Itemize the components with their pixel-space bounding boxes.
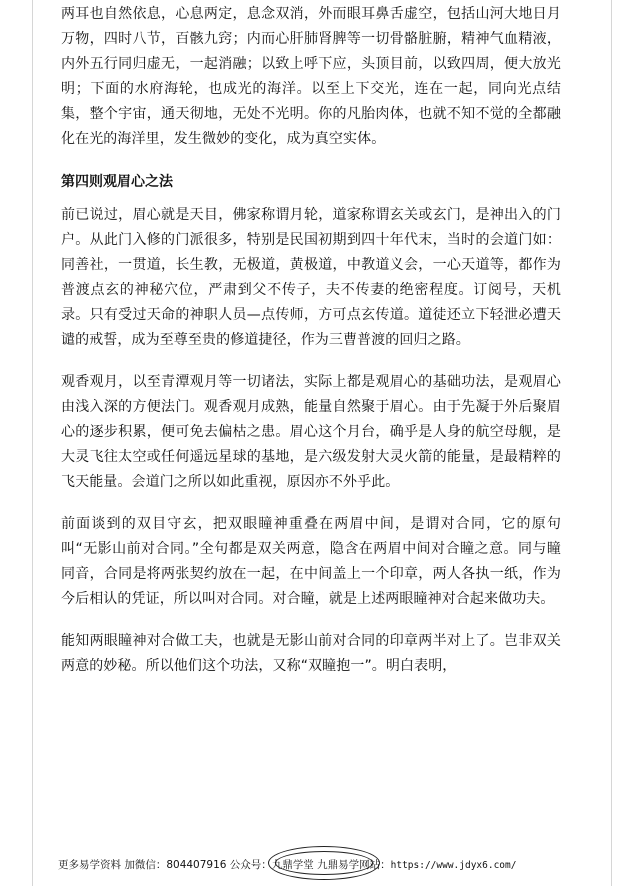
section-heading: 第四则观眉心之法 [61,174,173,190]
document-body [61,2,561,679]
footer-url[interactable]: https://www.jdyx6.com/ [390,860,517,871]
paragraph-3: 前面谈到的双目守玄，把双眼瞳神重叠在两眉中间，是谓对合同，它的原句叫“无影山前对合同。”全句都是双关两意，隐含在两眉中间对合瞳之意。同与瞳同音，合同是将两张契约放在一起，在中间盖上一个印章，两人各执一纸，作为今后相认的凭证，所以叫对合同。对合瞳，就是上述两眼瞳神对合起来做功夫。 [61,516,561,607]
footer-watermark [58,858,578,873]
paragraph-top: 两耳也自然依息，心息两定，息念双消，外而眼耳鼻舌虚空，包括山河大地日月万物，四时八节，百骸九窍；内而心肝肺肾脾等一切骨骼脏腑，精神气血精液，内外五行同归虚无，一起消融；以致上呼下应，头顶目前，以致四周，便大放光明；下面的水府海轮，也成光的海洋。以至上下交光，连在一起，同向光点结集，整个宇宙，通天彻地，无处不光明。你的凡胎肉体，也就不知不觉的全都融化在光的海洋里，发生微妙的变化，成为真空实体。 [61,6,561,147]
paragraph-1: 前已说过，眉心就是天目，佛家称谓月轮，道家称谓玄关或玄门，是神出入的门户。从此门入修的门派很多，特别是民国初期到四十年代末，当时的会道门如：同善社，一贯道，长生教，无极道，黄极道，中教道义会，一心天道等，都作为普渡点玄的神秘穴位，严肃到父不传子，夫不传妻的绝密程度。订阅号，天机录。只有受过天命的神职人员—点传师，方可点玄传道。道徒还立下轻泄必遭天谴的戒誓，成为至尊至贵的修道捷径，作为三曹普渡的回归之路。 [61,207,561,348]
paragraph-2: 观香观月，以至青潭观月等一切诸法，实际上都是观眉心的基础功法，是观眉心由浅入深的方便法门。观香观月成熟，能量自然聚于眉心。由于先凝于外后聚眉心的逐步积累，便可免去偏枯之患。眉心这个月台，确乎是人身的航空母舰，是大灵飞往太空或任何遥远星球的基地，是六级发射大灵火箭的能量，是最精粹的飞天能量。会道门之所以如此重视，原因亦不外乎此。 [61,374,561,490]
paragraph-4: 能知两眼瞳神对合做工夫，也就是无影山前对合同的印章两半对上了。岂非双关两意的妙秘。所以他们这个功法，又称“双瞳抱一”。明白表明， [61,633,561,674]
footer-text: 更多易学资料 加微信：804407916 公众号：九鼎学堂 九鼎易学网站： [58,859,391,871]
